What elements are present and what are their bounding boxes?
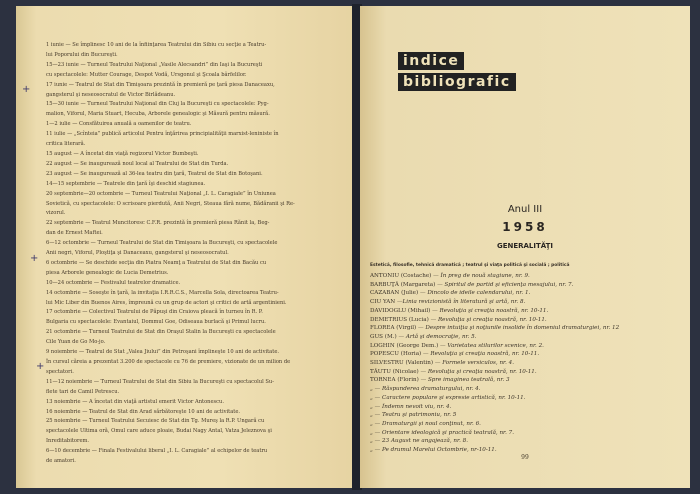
- bibliography-entry: [370, 385, 688, 394]
- chronology-line: Cile Yuan de Go Mo-jo.: [46, 339, 106, 346]
- chronology-line: 17 iunie — Teatrul de Stat din Timişoara prezintă în premieră pe ţară piesa Danaceaxu,: [46, 81, 275, 88]
- entry-title: — Spre imaginea teatrală, nr. 3: [418, 377, 510, 384]
- chronology-line: lui Mic Liber din Buenos Aires, împreună cu un grup de actori şi critici de artă argentinieni.: [46, 299, 287, 306]
- entry-author: CIU YAN: [370, 299, 396, 306]
- chronology-line: malion, Viforul, Maria Stuart, Hecuba, Arborele genealogic şi Măsură pentru măsură.: [46, 111, 270, 118]
- pencil-mark-icon: +: [22, 84, 31, 95]
- entry-author: „: [370, 420, 373, 427]
- bibliography-entry: [370, 429, 688, 438]
- chronology-line: 15—23 iunie — Turneul Teatrului Naţional „Vasile Alecsandri” din Iaşi la Bucureşti: [46, 61, 263, 68]
- chronology-line: 6 octombrie — Se deschide secţia din Piatra Neamţ a Teatrului de Stat din Bacău cu: [46, 259, 267, 266]
- bibliography-entry: [370, 333, 688, 342]
- entry-author: DEMETRIUS (Lucia): [370, 316, 429, 323]
- section-subheading: Estetică, filosofie, tehnică dramatică ; teatrul şi viaţa politică şi socială ; politică: [370, 263, 570, 268]
- chronology-text: [46, 41, 346, 467]
- entry-author: „: [370, 394, 373, 401]
- chronology-line: În cursul căreia a prezentat 3.200 de spectacole cu 76 de premiere, vizionate de un milion de: [46, 359, 291, 365]
- bibliography-entry: [370, 437, 688, 446]
- entry-title: — Teatru şi patrimoniu, nr. 5: [372, 412, 457, 419]
- section-heading: GENERALITĂŢI: [496, 242, 554, 250]
- chronology-line: Bulgaria cu spectacolele: Evantaiul, Dommul Goe, Odiseaua burlacă şi Primul lucru.: [46, 319, 266, 326]
- chronology-line: 22 august — Se inaugurează noul local al Teatrului de Stat din Turda.: [46, 160, 229, 167]
- chronology-line: 9 noiembrie — Teatrul de Stat „Valea Jiului” din Petroşani împlineşte 10 ani de activitate.: [46, 349, 279, 356]
- entry-author: „: [370, 412, 373, 419]
- bibliography-entry: [370, 350, 688, 359]
- bibliography-entry: [370, 359, 688, 368]
- chronology-line: 15 august — A încetat din viaţă regizorul Victor Bumbeşti.: [46, 150, 199, 157]
- entry-author: GUS (M.): [370, 333, 397, 340]
- chronology-line: 1 iunie — Se împlinesc 10 ani de la înfiinţarea Teatrului din Sibiu cu secţie a Teatru-: [46, 42, 267, 48]
- chronology-line: gangsterul şi neseosocratul de Victor Birlădeanu.: [46, 91, 176, 98]
- entry-title: — Despre intuiţia şi noţiunile insolide în domeniul dramaturgiei, nr. 12: [416, 325, 620, 332]
- chronology-line: 6—12 octombrie — Turneul Teatrului de Stat din Timişoara la Bucureşti, cu spectacolele: [46, 240, 278, 247]
- entry-title: — Spiritul de partid şi eficienţa mesajului, nr. 7.: [435, 281, 574, 288]
- chronology-line: 15—30 iunie — Turneul Teatrului Naţional din Cluj la Bucureşti cu spectacolele: Pyg-: [46, 101, 269, 108]
- entry-title: — În preg de nouă stagiune, nr. 9.: [431, 273, 530, 279]
- bibliography-entry: [370, 298, 688, 307]
- chronology-line: 10—24 octombrie — Festivalul teatrelor dramatice.: [46, 279, 181, 286]
- chronology-line: 1—2 iulie — Consfătuirea anuală a oamenilor de teatru.: [46, 121, 192, 128]
- bibliography-entry: [370, 316, 688, 325]
- chronology-line: 25 noiembrie — Turneul Teatrului Secuiesc de Stat din Tg. Mureş la R.P. Ungară cu: [46, 418, 265, 425]
- chronology-line: spectatori.: [46, 368, 74, 375]
- chronology-line: Anii negri, Viforul, Ploştiţa şi Danaceaxu, gangsterul şi neseosocratul.: [46, 250, 229, 257]
- chronology-line: 14—15 septembrie — Teatrele din ţară îşi deschid stagiunea.: [46, 180, 206, 187]
- entry-author: „: [370, 403, 373, 410]
- chronology-line: 22 septembrie — Teatrul Muncitoresc C.F.R. prezintă în premieră piesa Rănit la, Beg-: [46, 220, 270, 227]
- chronology-line: de amatori.: [46, 458, 76, 465]
- chronology-line: spectacolele Ultima oră, Omul care aduce ploaie, Budai Nagy Antal, Vatza Jeleznova şi: [46, 428, 272, 435]
- bibliography-entry: [370, 376, 688, 385]
- bibliography-entry: [370, 368, 688, 377]
- entry-author: BARBUŢĂ (Margareta): [370, 281, 436, 288]
- chronology-line: dan de Ernest Maftei.: [46, 230, 103, 237]
- entry-author: „: [370, 438, 373, 445]
- chronology-line: 16 noiembrie — Teatrul de Stat din Arad sărbătoreşte 10 ani de activitate.: [46, 408, 241, 415]
- chronology-line: lui Poporului din Bucureşti.: [46, 51, 118, 58]
- bibliography-entry: [370, 281, 688, 290]
- entry-title: — Revoluţia şi creaţia noastră, nr. 10-11.: [421, 351, 540, 358]
- entry-title: — Caractere populare şi expresie artistică, nr. 10-11.: [372, 394, 526, 401]
- right-page: [360, 6, 690, 488]
- entry-author: ANTONIU (Costache): [370, 273, 432, 279]
- entry-title: — Artă şi democraţie, nr. 5.: [396, 333, 477, 340]
- chronology-line: 11—12 noiembrie — Turneul Teatrului de Stat din Sibiu la Bucureşti cu spectacolul Su-: [46, 378, 274, 385]
- left-page: [16, 6, 356, 488]
- chronology-line: 21 octombrie — Turneul Teatrului de Stat din Oraşul Stalin la Bucureşti cu spectacolele: [46, 329, 276, 336]
- year-label: Anul III: [507, 204, 543, 215]
- bibliography-entry: [370, 420, 688, 429]
- entry-author: SILVESTRU (Valentin): [370, 360, 434, 367]
- entry-author: TĂUTU (Nicolae): [370, 368, 419, 375]
- entry-title: — Îndemn nevoit viu, nr. 4.: [372, 403, 452, 410]
- entry-author: TORNEA (Florin): [370, 377, 419, 384]
- chronology-line: cu spectacolele: Mutter Courage, Despot Vodă, Ursgonul şi Şcoala bârfelilor.: [46, 71, 247, 78]
- chronology-line: Sovietică, cu spectacolele: O scrisoare pierdută, Anii Negri, Steaua fără nume, Bădăranii şi Re-: [46, 200, 295, 207]
- pencil-mark-icon: +: [36, 361, 45, 372]
- bibliography-entry: [370, 324, 688, 333]
- bibliography-list: [370, 272, 688, 455]
- bibliography-entry: [370, 272, 688, 281]
- bibliography-entry: [370, 394, 688, 403]
- entry-author: FLOREA (Virgil): [370, 325, 417, 332]
- entry-title: — Revoluţia şi creaţia noastră, nr. 10-11.: [428, 316, 547, 323]
- page-number: 99: [521, 454, 529, 461]
- chronology-line: vizorul.: [46, 210, 66, 217]
- entry-title: — Pe drumul Marelui Octombrie, nr-10-11.: [372, 447, 497, 454]
- bibliography-entry: [370, 289, 688, 298]
- entry-author: „: [370, 386, 373, 393]
- chronology-line: 17 octombrie — Colectivul Teatrului de Păpuşi din Craiova pleacă în turneu în R. P.: [46, 309, 263, 316]
- title-line-2: bibliografic: [398, 73, 516, 91]
- entry-title: — Răspunderea dramaturgului, nr. 4.: [372, 386, 481, 393]
- chronology-line: flete tari de Camil Petrescu.: [46, 388, 120, 395]
- entry-title: — Formele versiculos, nr. 4.: [433, 360, 514, 367]
- bibliography-entry: [370, 307, 688, 316]
- entry-author: DAVIDOGLU (Mihail): [370, 307, 431, 314]
- chronology-line: 11 iulie — „Scînteia” publică articolul Pentru înţărirea principialităţii marxist-leniniste în: [46, 131, 279, 138]
- entry-title: — Revoluţia şi creaţia noastră, nr. 10-11.: [418, 368, 537, 375]
- entry-title: — Dincolo de ideile calendarului, nr. 1.: [418, 290, 531, 297]
- title-line-1: indice: [398, 52, 464, 70]
- year: 1958: [502, 220, 548, 234]
- entry-author: POPESCU (Horia): [370, 351, 422, 358]
- chronology-line: Inreditabitorem.: [46, 438, 90, 445]
- chronology-line: 6—10 decembrie — Finala Festivalului liberal „I. L. Caragiale” al echipelor de teatru: [46, 448, 268, 455]
- entry-title: — Orientare ideologică şi practică teatrală, nr. 7.: [372, 429, 515, 436]
- bibliography-entry: [370, 342, 688, 351]
- chronology-line: 14 octombrie — Soseşte în ţară, la invitaţia I.R.R.C.S., Marcella Sola, directoarea Teatru-: [46, 289, 279, 296]
- entry-title: — Dramaturgii şi noul conţinut, nr. 6.: [372, 420, 481, 427]
- section-title: [398, 52, 516, 94]
- bibliography-entry: [370, 403, 688, 412]
- entry-title: — Varietatea stilurilor scenice, nr. 2.: [438, 342, 544, 349]
- entry-author: „: [370, 429, 373, 436]
- entry-title: — Revoluţia şi creaţia noastră, nr. 10-11.: [430, 307, 549, 314]
- chronology-line: 23 august — Se inaugurează al 36-lea teatru din ţară, Teatrul de Stat din Botoşani.: [46, 170, 263, 177]
- chronology-line: 13 noiembrie — A încetat din viaţă artistul emerit Victor Antonescu.: [46, 398, 224, 405]
- entry-author: LOGHIN (George Dem.): [370, 342, 439, 349]
- chronology-line: 20 septembrie—20 octombrie — Turneul Teatrului Naţional „I. L. Caragiale” în Uniunea: [46, 190, 276, 197]
- entry-author: CAZABAN (Julie): [370, 290, 419, 297]
- chronology-line: piesa Arborele genealogic de Lucia Demetrius.: [46, 269, 169, 276]
- entry-title: —Linia revizionistă în literatură şi artă, nr. 8.: [395, 299, 526, 306]
- entry-title: — 23 August ne angajează, nr. 8.: [372, 438, 468, 445]
- chronology-line: critica literară.: [46, 141, 86, 148]
- pencil-mark-icon: +: [30, 253, 39, 264]
- bibliography-entry: [370, 411, 688, 420]
- entry-author: „: [370, 447, 373, 454]
